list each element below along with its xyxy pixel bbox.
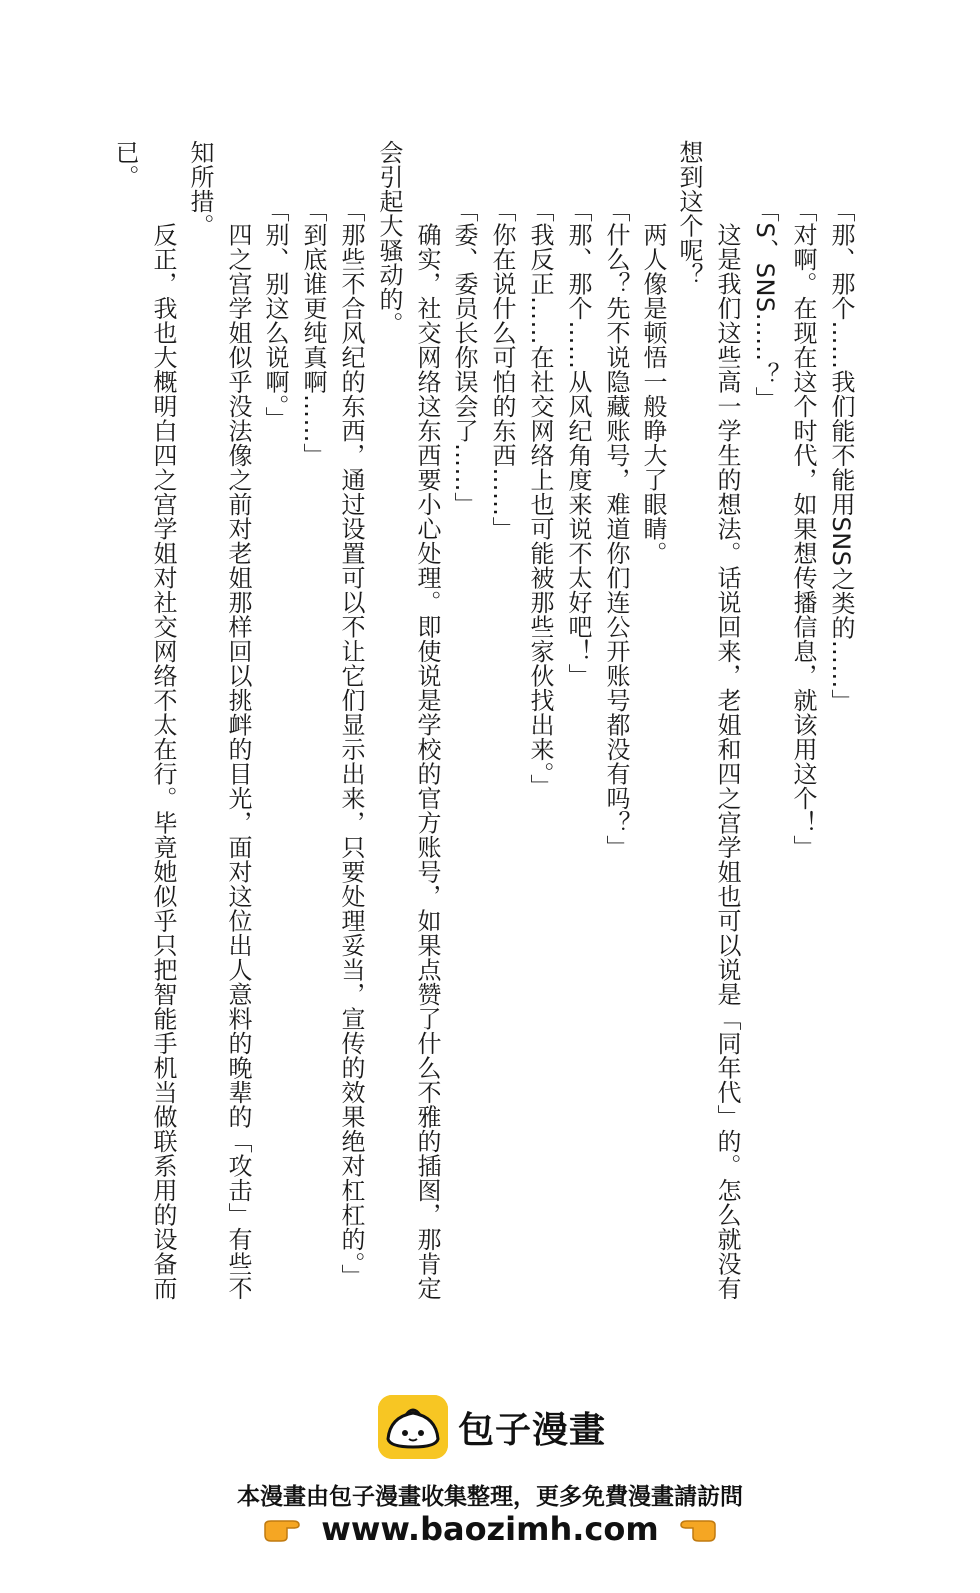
text-column: 已。 xyxy=(111,140,139,189)
text-column: 「S、SNS……？」 xyxy=(751,198,779,411)
text-column: 四之宫学姐似乎没法像之前对老姐那样回以挑衅的目光，面对这位出人意料的晚辈的「攻击」有些不 xyxy=(224,198,252,1301)
pointing-left-hand-icon xyxy=(673,1515,717,1543)
text-column: 「你在说什么可怕的东西……」 xyxy=(488,198,516,541)
text-column: 「那、那个……我们能不能用SNS之类的……」 xyxy=(827,198,855,714)
text-column: 「那些不合风纪的东西，通过设置可以不让它们显示出来，只要处理妥当，宣传的效果绝对杠杠的。」 xyxy=(337,198,365,1289)
text-column: 「委、委员长你误会了……」 xyxy=(450,198,478,517)
text-column: 「对啊。在现在这个时代，如果想传播信息，就该用这个！」 xyxy=(789,198,817,860)
bun-logo-icon xyxy=(378,1395,448,1459)
text-column: 两人像是顿悟一般睁大了眼睛。 xyxy=(639,198,667,566)
text-column: 「别、别这么说啊。」 xyxy=(261,198,289,431)
footer-notice: 本漫畫由包子漫畫收集整理，更多免費漫畫請訪問 xyxy=(237,1484,743,1510)
text-column: 「我反正……在社交网络上也可能被那些家伙找出来。」 xyxy=(526,198,554,799)
text-column: 「什么？先不说隐藏账号，难道你们连公开账号都没有吗？」 xyxy=(602,198,630,860)
brand-name: 包子漫畫 xyxy=(458,1409,607,1451)
text-column: 想到这个呢？ xyxy=(675,140,703,287)
pointing-right-hand-icon xyxy=(263,1515,307,1543)
text-column: 「到底谁更纯真啊……」 xyxy=(299,198,327,468)
text-column: 确实，社交网络这东西要小心处理。即使说是学校的官方账号，如果点赞了什么不雅的插图，那肯定 xyxy=(413,198,441,1301)
text-column: 知所措。 xyxy=(186,140,214,238)
text-column: 这是我们这些高一学生的想法。话说回来，老姐和四之宫学姐也可以说是「同年代」的。怎么就没有 xyxy=(713,198,741,1301)
text-column: 反正，我也大概明白四之宫学姐对社交网络不太在行。毕竟她似乎只把智能手机当做联系用的设备而 xyxy=(149,198,177,1301)
footer-url-row xyxy=(0,1510,980,1548)
brand-logo[interactable] xyxy=(378,1395,606,1459)
text-column: 「那、那个……从风纪角度来说不太好吧！」 xyxy=(564,198,592,688)
site-url-link[interactable]: www.baozimh.com xyxy=(321,1510,659,1548)
text-column: 会引起大骚动的。 xyxy=(375,140,403,336)
site-footer xyxy=(0,1390,980,1590)
